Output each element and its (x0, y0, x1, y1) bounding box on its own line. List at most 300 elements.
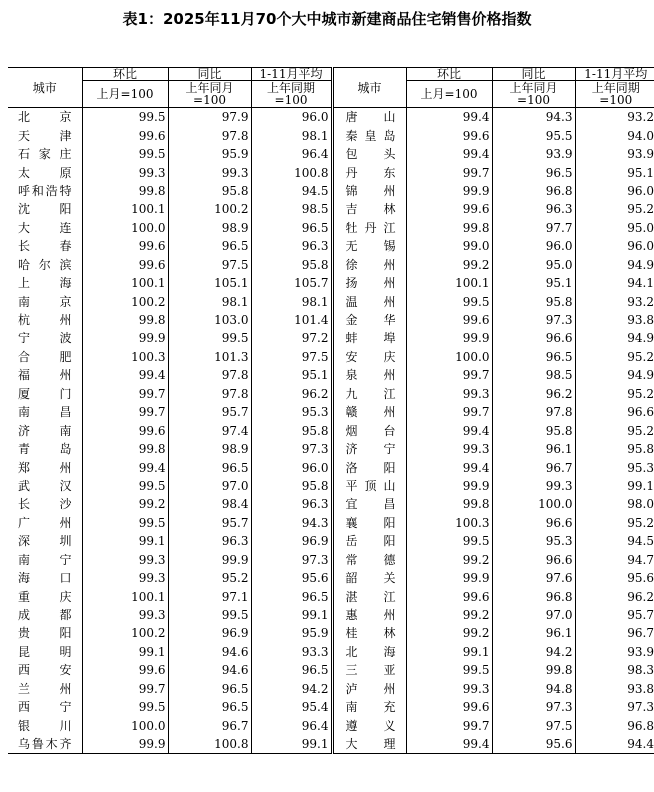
cell-yoy-left: 97.4 (168, 421, 251, 439)
cell-mom-right: 99.2 (406, 624, 492, 642)
cell-mom-left: 100.1 (82, 587, 168, 605)
cell-yoy-right: 96.2 (492, 385, 575, 403)
cell-avg-right: 96.2 (575, 587, 654, 605)
cell-city-right: 泉州 (332, 366, 406, 384)
cell-avg-left: 93.3 (251, 643, 332, 661)
cell-mom-left: 99.6 (82, 126, 168, 144)
cell-avg-right: 96.7 (575, 624, 654, 642)
table-row (8, 735, 654, 754)
cell-mom-left: 99.8 (82, 440, 168, 458)
cell-yoy-left: 95.7 (168, 514, 251, 532)
header-yoy-base-right (492, 81, 575, 108)
table-row (8, 477, 654, 495)
cell-mom-left: 99.9 (82, 735, 168, 754)
cell-avg-right: 96.8 (575, 716, 654, 734)
cell-mom-right: 99.4 (406, 735, 492, 754)
cell-avg-right: 95.7 (575, 606, 654, 624)
header-yoy-base-line2: =100 (193, 93, 226, 107)
table-header (8, 68, 654, 108)
cell-avg-left: 96.2 (251, 385, 332, 403)
table-row (8, 366, 654, 384)
cell-yoy-left: 97.8 (168, 385, 251, 403)
cell-city-right: 蚌埠 (332, 329, 406, 347)
cell-yoy-left: 99.5 (168, 606, 251, 624)
cell-yoy-right: 97.6 (492, 569, 575, 587)
cell-yoy-right: 96.6 (492, 329, 575, 347)
cell-yoy-right: 96.6 (492, 514, 575, 532)
cell-city-right: 赣州 (332, 403, 406, 421)
header-yoy-base-line1: 上年同月 (185, 81, 234, 95)
cell-avg-right: 95.3 (575, 458, 654, 476)
cell-city-left: 太原 (18, 165, 72, 180)
header-yoy-base-line1: 上年同月 (509, 81, 558, 95)
cell-mom-right: 99.1 (406, 643, 492, 661)
cell-mom-left: 100.1 (82, 274, 168, 292)
cell-mom-left: 100.2 (82, 292, 168, 310)
cell-yoy-right: 97.5 (492, 716, 575, 734)
cell-yoy-right: 94.8 (492, 680, 575, 698)
cell-avg-right: 95.6 (575, 569, 654, 587)
header-avg-base-line2: =100 (274, 93, 308, 107)
cell-avg-left: 94.5 (251, 182, 332, 200)
cell-mom-left: 99.7 (82, 403, 168, 421)
table-row (8, 237, 654, 255)
header-yoy-left: 同比 (168, 68, 251, 81)
cell-city-left: 海口 (18, 571, 72, 586)
cell-yoy-left: 105.1 (168, 274, 251, 292)
cell-mom-left: 100.0 (82, 716, 168, 734)
cell-avg-right: 95.2 (575, 200, 654, 218)
cell-yoy-right: 96.5 (492, 163, 575, 181)
cell-city-left: 杭州 (18, 313, 72, 328)
cell-mom-right: 99.9 (406, 477, 492, 495)
cell-mom-left: 99.2 (82, 495, 168, 513)
cell-avg-left: 97.3 (251, 551, 332, 569)
cell-city-right: 安庆 (332, 348, 406, 366)
cell-yoy-right: 97.7 (492, 219, 575, 237)
cell-yoy-right: 96.0 (492, 237, 575, 255)
cell-yoy-right: 94.2 (492, 643, 575, 661)
cell-mom-left: 99.9 (82, 329, 168, 347)
cell-yoy-right: 100.0 (492, 495, 575, 513)
cell-mom-right: 99.6 (406, 200, 492, 218)
cell-avg-right: 95.2 (575, 514, 654, 532)
cell-mom-left: 99.7 (82, 385, 168, 403)
cell-yoy-left: 95.2 (168, 569, 251, 587)
cell-yoy-left: 97.8 (168, 126, 251, 144)
cell-yoy-left: 98.9 (168, 219, 251, 237)
cell-avg-right: 94.9 (575, 256, 654, 274)
cell-mom-left: 99.6 (82, 421, 168, 439)
cell-mom-right: 99.6 (406, 698, 492, 716)
cell-avg-right: 95.2 (575, 421, 654, 439)
cell-yoy-right: 94.3 (492, 108, 575, 127)
cell-mom-right: 99.4 (406, 458, 492, 476)
cell-city-right: 徐州 (332, 256, 406, 274)
table-title: 表1：2025年11月70个大中城市新建商品住宅销售价格指数 (122, 10, 532, 28)
header-avg-base-left (251, 81, 332, 108)
header-avg-base-line1: 上年同期 (266, 81, 315, 95)
cell-yoy-left: 97.5 (168, 256, 251, 274)
cell-mom-right: 99.7 (406, 163, 492, 181)
table-row (8, 126, 654, 144)
cell-avg-left: 98.1 (251, 126, 332, 144)
cell-mom-left: 99.3 (82, 551, 168, 569)
cell-mom-left: 99.5 (82, 514, 168, 532)
cell-city-right: 宜昌 (332, 495, 406, 513)
cell-yoy-left: 96.5 (168, 237, 251, 255)
cell-city-left: 合肥 (18, 349, 72, 364)
cell-avg-right: 95.2 (575, 385, 654, 403)
cell-mom-left: 99.5 (82, 477, 168, 495)
cell-avg-left: 96.0 (251, 108, 332, 127)
table-row (8, 458, 654, 476)
cell-city-left: 北京 (18, 110, 72, 125)
cell-city-right: 常德 (332, 551, 406, 569)
cell-mom-left: 100.2 (82, 624, 168, 642)
price-index-table (8, 67, 654, 754)
cell-avg-left: 95.9 (251, 624, 332, 642)
cell-yoy-left: 95.9 (168, 145, 251, 163)
header-mom-base-right: 上月=100 (406, 81, 492, 108)
cell-avg-left: 96.3 (251, 237, 332, 255)
cell-yoy-left: 100.2 (168, 200, 251, 218)
cell-city-left: 成都 (18, 608, 72, 623)
cell-city-right: 大理 (332, 735, 406, 754)
cell-city-left: 南昌 (18, 405, 72, 420)
cell-yoy-left: 103.0 (168, 311, 251, 329)
cell-avg-right: 93.2 (575, 292, 654, 310)
cell-city-right: 秦皇岛 (332, 126, 406, 144)
cell-avg-left: 96.0 (251, 458, 332, 476)
cell-yoy-left: 98.1 (168, 292, 251, 310)
cell-city-left: 宁波 (18, 331, 72, 346)
cell-mom-left: 99.3 (82, 606, 168, 624)
cell-mom-right: 99.6 (406, 311, 492, 329)
table-row (8, 329, 654, 347)
cell-mom-right: 99.6 (406, 587, 492, 605)
cell-avg-right: 96.0 (575, 237, 654, 255)
cell-mom-left: 99.3 (82, 569, 168, 587)
cell-mom-right: 99.0 (406, 237, 492, 255)
cell-mom-left: 99.1 (82, 532, 168, 550)
cell-avg-left: 105.7 (251, 274, 332, 292)
cell-city-left: 广州 (18, 515, 72, 530)
cell-city-right: 九江 (332, 385, 406, 403)
table-row (8, 163, 654, 181)
header-avg-base-right (575, 81, 654, 108)
cell-yoy-right: 97.3 (492, 698, 575, 716)
cell-city-right: 唐山 (332, 108, 406, 127)
cell-yoy-left: 96.5 (168, 698, 251, 716)
table-row (8, 661, 654, 679)
header-avg-base-line2: =100 (599, 93, 633, 107)
cell-city-right: 烟台 (332, 421, 406, 439)
cell-yoy-right: 95.3 (492, 532, 575, 550)
cell-avg-right: 99.1 (575, 477, 654, 495)
cell-avg-right: 94.1 (575, 274, 654, 292)
cell-avg-left: 96.5 (251, 587, 332, 605)
cell-yoy-right: 98.5 (492, 366, 575, 384)
table-body (8, 108, 654, 754)
cell-yoy-left: 97.1 (168, 587, 251, 605)
cell-city-left: 上海 (18, 276, 72, 291)
cell-avg-left: 100.8 (251, 163, 332, 181)
cell-mom-right: 100.1 (406, 274, 492, 292)
cell-city-right: 遵义 (332, 716, 406, 734)
cell-city-right: 韶关 (332, 569, 406, 587)
cell-yoy-right: 96.1 (492, 440, 575, 458)
table-row (8, 495, 654, 513)
cell-city-right: 三亚 (332, 661, 406, 679)
cell-avg-left: 96.4 (251, 716, 332, 734)
table-row (8, 274, 654, 292)
cell-yoy-right: 96.7 (492, 458, 575, 476)
cell-avg-left: 99.1 (251, 735, 332, 754)
table-row (8, 698, 654, 716)
header-city-right: 城市 (332, 68, 406, 108)
cell-avg-left: 94.2 (251, 680, 332, 698)
cell-city-left: 济南 (18, 423, 72, 438)
cell-yoy-right: 93.9 (492, 145, 575, 163)
cell-mom-right: 100.0 (406, 348, 492, 366)
cell-avg-left: 98.1 (251, 292, 332, 310)
cell-yoy-left: 96.7 (168, 716, 251, 734)
table-row (8, 108, 654, 127)
table-row (8, 551, 654, 569)
cell-city-left: 郑州 (18, 460, 72, 475)
cell-city-right: 桂林 (332, 624, 406, 642)
cell-city-left: 天津 (18, 128, 72, 143)
header-city-left: 城市 (8, 68, 82, 108)
cell-avg-right: 95.1 (575, 163, 654, 181)
cell-mom-right: 99.4 (406, 108, 492, 127)
header-avg-base-line1: 上年同期 (591, 81, 640, 95)
cell-yoy-right: 96.6 (492, 551, 575, 569)
cell-mom-left: 99.6 (82, 661, 168, 679)
cell-mom-right: 99.7 (406, 366, 492, 384)
cell-yoy-left: 99.9 (168, 551, 251, 569)
cell-city-left: 兰州 (18, 681, 72, 696)
cell-city-left: 福州 (18, 368, 72, 383)
cell-mom-left: 99.8 (82, 311, 168, 329)
cell-city-left: 呼和浩特 (18, 183, 72, 198)
cell-mom-right: 99.2 (406, 256, 492, 274)
cell-avg-left: 97.5 (251, 348, 332, 366)
cell-city-left: 南宁 (18, 552, 72, 567)
table-row (8, 569, 654, 587)
cell-city-left: 南京 (18, 294, 72, 309)
cell-mom-right: 99.5 (406, 661, 492, 679)
cell-mom-left: 99.5 (82, 698, 168, 716)
cell-city-left: 大连 (18, 220, 72, 235)
cell-mom-right: 99.3 (406, 440, 492, 458)
cell-avg-left: 96.9 (251, 532, 332, 550)
table-row (8, 348, 654, 366)
cell-mom-left: 99.6 (82, 256, 168, 274)
cell-yoy-right: 96.1 (492, 624, 575, 642)
cell-yoy-right: 96.3 (492, 200, 575, 218)
cell-city-right: 无锡 (332, 237, 406, 255)
cell-avg-left: 97.3 (251, 440, 332, 458)
header-mom-left: 环比 (82, 68, 168, 81)
table-row (8, 421, 654, 439)
cell-avg-right: 93.9 (575, 643, 654, 661)
table-row (8, 403, 654, 421)
cell-avg-right: 94.7 (575, 551, 654, 569)
cell-city-right: 北海 (332, 643, 406, 661)
cell-avg-right: 93.8 (575, 680, 654, 698)
table-row (8, 311, 654, 329)
cell-city-left: 长沙 (18, 497, 72, 512)
cell-avg-right: 93.8 (575, 311, 654, 329)
cell-yoy-left: 98.9 (168, 440, 251, 458)
cell-mom-right: 99.9 (406, 569, 492, 587)
header-avg-right: 1-11月平均 (575, 68, 654, 81)
cell-city-right: 吉林 (332, 200, 406, 218)
cell-city-right: 济宁 (332, 440, 406, 458)
cell-yoy-right: 95.1 (492, 274, 575, 292)
table-row (8, 440, 654, 458)
cell-yoy-right: 95.6 (492, 735, 575, 754)
cell-city-right: 襄阳 (332, 514, 406, 532)
cell-city-left: 乌鲁木齐 (8, 735, 82, 754)
cell-city-left: 西安 (18, 663, 72, 678)
cell-mom-right: 99.3 (406, 680, 492, 698)
cell-avg-left: 96.4 (251, 145, 332, 163)
cell-city-left: 重庆 (18, 589, 72, 604)
table-row (8, 219, 654, 237)
cell-mom-right: 99.2 (406, 551, 492, 569)
cell-mom-left: 99.3 (82, 163, 168, 181)
cell-mom-left: 100.0 (82, 219, 168, 237)
header-mom-right: 环比 (406, 68, 492, 81)
cell-mom-right: 99.6 (406, 126, 492, 144)
cell-yoy-left: 96.5 (168, 680, 251, 698)
cell-city-right: 惠州 (332, 606, 406, 624)
cell-yoy-left: 96.9 (168, 624, 251, 642)
cell-city-left: 贵阳 (18, 626, 72, 641)
cell-avg-right: 97.3 (575, 698, 654, 716)
cell-avg-left: 95.6 (251, 569, 332, 587)
cell-yoy-right: 99.3 (492, 477, 575, 495)
cell-mom-left: 99.1 (82, 643, 168, 661)
cell-city-left: 石家庄 (18, 147, 72, 162)
cell-yoy-left: 97.9 (168, 108, 251, 127)
table-row (8, 200, 654, 218)
header-yoy-right: 同比 (492, 68, 575, 81)
cell-avg-right: 94.9 (575, 329, 654, 347)
cell-avg-left: 95.8 (251, 421, 332, 439)
table-row (8, 587, 654, 605)
cell-yoy-left: 101.3 (168, 348, 251, 366)
header-mom-base-left: 上月=100 (82, 81, 168, 108)
table-row (8, 624, 654, 642)
cell-avg-left: 94.3 (251, 514, 332, 532)
cell-city-right: 金华 (332, 311, 406, 329)
cell-avg-left: 99.1 (251, 606, 332, 624)
cell-yoy-left: 95.8 (168, 182, 251, 200)
table-row (8, 716, 654, 734)
cell-avg-right: 94.9 (575, 366, 654, 384)
cell-mom-left: 99.5 (82, 145, 168, 163)
table-row (8, 385, 654, 403)
cell-avg-left: 95.8 (251, 477, 332, 495)
table-row (8, 256, 654, 274)
cell-yoy-right: 97.3 (492, 311, 575, 329)
cell-yoy-left: 100.8 (168, 735, 251, 754)
cell-mom-left: 99.8 (82, 182, 168, 200)
cell-city-left: 西宁 (18, 700, 72, 715)
cell-yoy-left: 96.5 (168, 458, 251, 476)
cell-avg-right: 94.0 (575, 126, 654, 144)
cell-avg-left: 96.5 (251, 661, 332, 679)
header-yoy-base-left (168, 81, 251, 108)
cell-avg-left: 95.8 (251, 256, 332, 274)
cell-avg-right: 95.8 (575, 440, 654, 458)
cell-yoy-right: 99.8 (492, 661, 575, 679)
cell-city-right: 岳阳 (332, 532, 406, 550)
cell-yoy-right: 97.8 (492, 403, 575, 421)
cell-yoy-left: 97.0 (168, 477, 251, 495)
cell-city-left: 哈尔滨 (18, 257, 72, 272)
cell-mom-right: 99.9 (406, 329, 492, 347)
cell-city-right: 温州 (332, 292, 406, 310)
cell-avg-left: 95.4 (251, 698, 332, 716)
table-row (8, 292, 654, 310)
cell-yoy-left: 99.5 (168, 329, 251, 347)
cell-yoy-right: 96.5 (492, 348, 575, 366)
cell-yoy-left: 95.7 (168, 403, 251, 421)
cell-avg-left: 101.4 (251, 311, 332, 329)
cell-city-right: 包头 (332, 145, 406, 163)
table-row (8, 532, 654, 550)
table-row (8, 182, 654, 200)
cell-city-left: 青岛 (18, 442, 72, 457)
header-yoy-base-line2: =100 (517, 93, 550, 107)
cell-city-right: 平顶山 (332, 477, 406, 495)
cell-yoy-right: 96.8 (492, 182, 575, 200)
cell-yoy-left: 94.6 (168, 643, 251, 661)
cell-avg-right: 96.0 (575, 182, 654, 200)
cell-mom-right: 99.7 (406, 716, 492, 734)
cell-avg-left: 95.3 (251, 403, 332, 421)
cell-mom-right: 99.5 (406, 532, 492, 550)
cell-avg-right: 94.4 (575, 735, 654, 754)
cell-avg-right: 98.3 (575, 661, 654, 679)
cell-city-right: 扬州 (332, 274, 406, 292)
cell-yoy-right: 95.8 (492, 421, 575, 439)
cell-yoy-right: 95.8 (492, 292, 575, 310)
cell-avg-right: 94.5 (575, 532, 654, 550)
table-row (8, 145, 654, 163)
cell-avg-right: 93.2 (575, 108, 654, 127)
table-row (8, 514, 654, 532)
cell-mom-left: 100.3 (82, 348, 168, 366)
cell-yoy-left: 99.3 (168, 163, 251, 181)
cell-avg-left: 97.2 (251, 329, 332, 347)
cell-city-right: 丹东 (332, 163, 406, 181)
cell-mom-left: 99.7 (82, 680, 168, 698)
cell-city-left: 厦门 (18, 386, 72, 401)
cell-mom-right: 99.8 (406, 219, 492, 237)
cell-avg-right: 95.0 (575, 219, 654, 237)
header-avg-left: 1-11月平均 (251, 68, 332, 81)
cell-avg-left: 96.3 (251, 495, 332, 513)
cell-mom-left: 100.1 (82, 200, 168, 218)
cell-city-left: 昆明 (18, 644, 72, 659)
cell-mom-left: 99.5 (82, 108, 168, 127)
